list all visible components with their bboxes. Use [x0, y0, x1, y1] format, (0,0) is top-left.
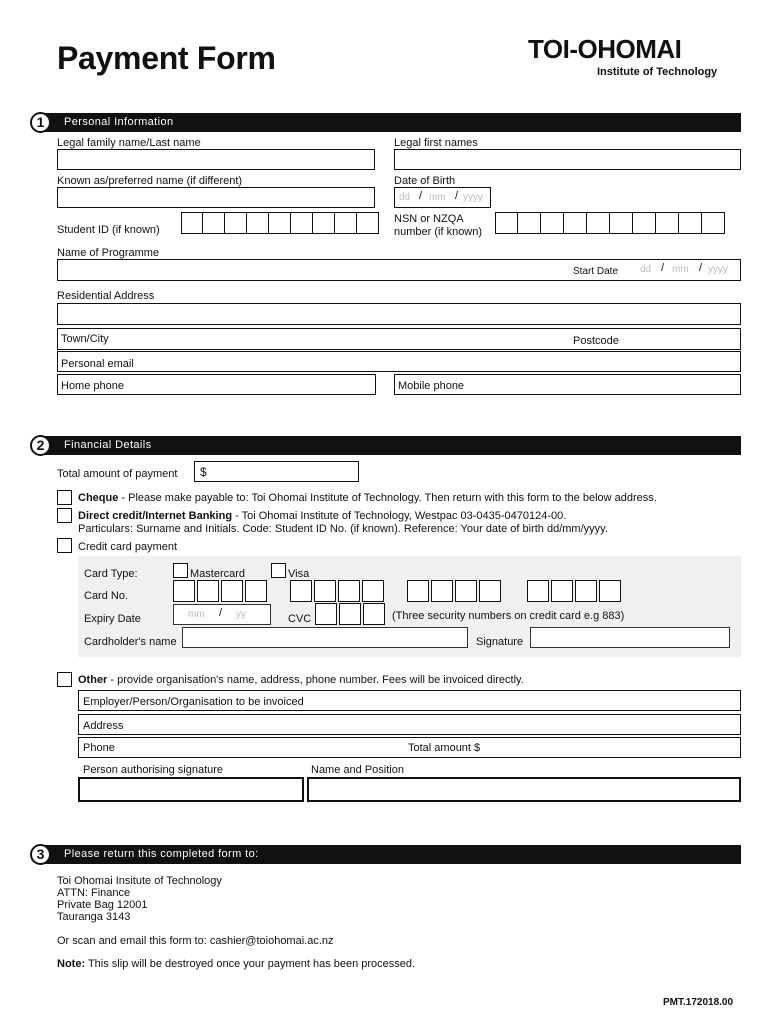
- dob-mm: mm: [429, 192, 446, 203]
- start-slash-1: /: [661, 262, 665, 274]
- return-address-line-3: Private Bag 12001: [57, 899, 148, 911]
- direct-credit-checkbox[interactable]: [57, 508, 72, 523]
- name-position-input[interactable]: [307, 777, 741, 802]
- direct-credit-option: [78, 510, 566, 522]
- cheque-option: [78, 492, 657, 504]
- cardholder-label: Cardholder's name: [84, 636, 177, 648]
- section-1-header: [36, 113, 741, 132]
- town-postcode-input[interactable]: [57, 328, 741, 350]
- logo-subtitle: Institute of Technology: [597, 66, 718, 78]
- return-address-line-4: Tauranga 3143: [57, 911, 131, 923]
- expiry-slash: /: [219, 607, 223, 619]
- direct-credit-label: Direct credit/Internet Banking: [78, 510, 233, 522]
- other-phone-label: Phone: [83, 742, 115, 754]
- section-2-title: Financial Details: [64, 439, 152, 451]
- cheque-label: Cheque: [78, 492, 119, 504]
- email-label: Personal email: [61, 358, 134, 370]
- visa-checkbox[interactable]: [271, 563, 286, 578]
- programme-label: Name of Programme: [57, 247, 160, 259]
- section-1-number: 1: [30, 112, 51, 133]
- total-payment-input[interactable]: [194, 461, 359, 482]
- cvc-note: (Three security numbers on credit card e.g 883): [392, 610, 625, 622]
- card-type-label: Card Type:: [84, 568, 138, 580]
- home-phone-label: Home phone: [61, 380, 124, 392]
- student-id-label: Student ID (if known): [57, 224, 160, 236]
- email-instructions: Or scan and email this form to: cashier@toiohomai.ac.nz: [57, 935, 334, 947]
- card-no-group-3[interactable]: [407, 580, 501, 602]
- section-1-title: Personal Information: [64, 116, 174, 128]
- signature-input[interactable]: [530, 627, 730, 648]
- section-3-header: [36, 845, 741, 864]
- family-name-label: Legal family name/Last name: [57, 137, 201, 149]
- cvc-cells[interactable]: [315, 603, 385, 625]
- address-input[interactable]: [57, 303, 741, 325]
- other-text: - provide organisation's name, address, phone number. Fees will be invoiced directly.: [107, 674, 524, 686]
- auth-signature-input[interactable]: [78, 777, 304, 802]
- dob-label: Date of Birth: [394, 175, 456, 187]
- start-dd: dd: [640, 264, 652, 275]
- dob-yyyy: yyyy: [463, 192, 483, 203]
- total-payment-label: Total amount of payment: [57, 468, 178, 480]
- other-address-label: Address: [83, 720, 124, 732]
- cardholder-input[interactable]: [182, 627, 468, 648]
- start-mm: mm: [672, 264, 689, 275]
- currency-symbol: $: [200, 465, 207, 479]
- note-text: This slip will be destroyed once your payment has been processed.: [85, 958, 416, 970]
- cheque-checkbox[interactable]: [57, 490, 72, 505]
- expiry-mm: mm: [188, 609, 205, 620]
- postcode-label: Postcode: [573, 335, 619, 347]
- credit-card-label: Credit card payment: [78, 541, 178, 553]
- credit-card-checkbox[interactable]: [57, 538, 72, 553]
- expiry-label: Expiry Date: [84, 613, 141, 625]
- other-total-label: Total amount $: [408, 742, 481, 754]
- address-label: Residential Address: [57, 290, 155, 302]
- mastercard-label: Mastercard: [190, 568, 246, 580]
- start-date-label: Start Date: [573, 266, 619, 277]
- visa-label: Visa: [288, 568, 310, 580]
- card-no-label: Card No.: [84, 590, 129, 602]
- section-3-title: Please return this completed form to:: [64, 848, 259, 860]
- card-no-group-4[interactable]: [527, 580, 621, 602]
- dob-dd: dd: [399, 192, 411, 203]
- section-3-number: 3: [30, 844, 51, 865]
- section-2-number: 2: [30, 435, 51, 456]
- mastercard-checkbox[interactable]: [173, 563, 188, 578]
- start-yyyy: yyyy: [708, 264, 728, 275]
- known-as-input[interactable]: [57, 187, 375, 208]
- mobile-phone-label: Mobile phone: [398, 380, 465, 392]
- other-checkbox[interactable]: [57, 672, 72, 687]
- family-name-input[interactable]: [57, 149, 375, 170]
- return-address-line-1: Toi Ohomai Insitute of Technology: [57, 875, 222, 887]
- section-2-header: [36, 436, 741, 455]
- other-label: Other: [78, 674, 108, 686]
- town-label: Town/City: [61, 333, 109, 345]
- auth-signature-label: Person authorising signature: [83, 764, 224, 776]
- programme-input[interactable]: [57, 259, 741, 281]
- note-label: Note:: [57, 958, 86, 970]
- expiry-yy: yy: [236, 609, 246, 620]
- logo: TOI-OHOMAI: [528, 34, 682, 64]
- student-id-cells[interactable]: [181, 212, 379, 234]
- start-slash-2: /: [699, 262, 703, 274]
- other-option: [78, 674, 524, 686]
- dob-slash-2: /: [455, 190, 459, 202]
- page-title: Payment Form: [57, 40, 276, 76]
- nsn-cells[interactable]: [495, 212, 725, 234]
- cheque-text: - Please make payable to: Toi Ohomai Institute of Technology. Then return with this form to the below address.: [118, 492, 657, 504]
- card-no-group-2[interactable]: [290, 580, 384, 602]
- known-as-label: Known as/preferred name (if different): [57, 175, 243, 187]
- return-address-line-2: ATTN: Finance: [57, 887, 131, 899]
- signature-label: Signature: [476, 636, 524, 648]
- direct-credit-text: - Toi Ohomai Institute of Technology, Westpac 03-0435-0470124-00.: [232, 510, 567, 522]
- first-names-label: Legal first names: [394, 137, 478, 149]
- nsn-label-2: number (if known): [394, 226, 483, 238]
- direct-credit-particulars: Particulars: Surname and Initials. Code: Student ID No. (if known). Reference: Your date of birth dd/mm/yyyy.: [78, 523, 608, 535]
- note: [57, 958, 415, 970]
- card-no-group-1[interactable]: [173, 580, 267, 602]
- name-position-label: Name and Position: [311, 764, 404, 776]
- dob-slash-1: /: [419, 190, 423, 202]
- email-input[interactable]: [57, 351, 741, 372]
- cvc-label: CVC: [288, 613, 312, 625]
- first-names-input[interactable]: [394, 149, 741, 170]
- form-code: PMT.172018.00: [663, 997, 734, 1008]
- other-address-input[interactable]: [78, 714, 741, 735]
- nsn-label-1: NSN or NZQA: [394, 213, 464, 225]
- employer-label: Employer/Person/Organisation to be invoiced: [83, 696, 304, 708]
